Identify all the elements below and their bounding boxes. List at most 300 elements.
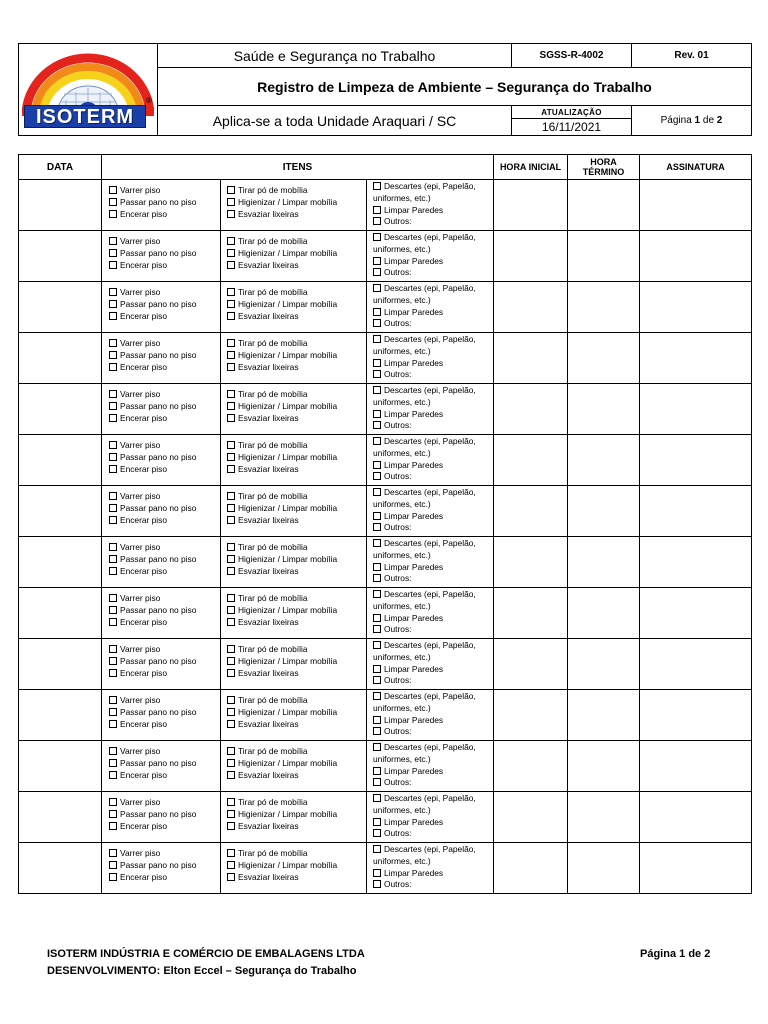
checklist-item-label: Outros:: [384, 675, 412, 686]
checklist-item-label: Limpar Paredes: [384, 255, 444, 266]
table-row: [19, 486, 752, 537]
checkbox[interactable]: [227, 759, 235, 767]
checkbox[interactable]: [227, 312, 235, 320]
checkbox[interactable]: [109, 873, 117, 881]
checkbox[interactable]: [109, 441, 117, 449]
checkbox[interactable]: [109, 555, 117, 563]
table-row: [19, 537, 752, 588]
checkbox[interactable]: [227, 567, 235, 575]
date-cell[interactable]: [19, 231, 102, 282]
signature-cell[interactable]: [640, 384, 752, 435]
checkbox[interactable]: [109, 198, 117, 206]
signature-cell[interactable]: [640, 537, 752, 588]
start-time-cell[interactable]: [494, 333, 568, 384]
checkbox[interactable]: [109, 708, 117, 716]
checkbox[interactable]: [227, 465, 235, 473]
checkbox[interactable]: [109, 186, 117, 194]
checklist-item-label: Limpar Paredes: [384, 408, 444, 419]
checkbox[interactable]: [373, 574, 381, 582]
checklist-item-label: Varrer piso: [120, 746, 161, 756]
checkbox[interactable]: [227, 237, 235, 245]
checklist-group-1: [102, 639, 221, 690]
column-header-signature: ASSINATURA: [640, 155, 752, 180]
checklist-item: [373, 397, 493, 409]
checklist-item: [373, 334, 493, 346]
checkbox[interactable]: [227, 708, 235, 716]
checkbox[interactable]: [109, 465, 117, 473]
checklist-item-label: Encerar piso: [120, 871, 168, 882]
checkbox[interactable]: [227, 402, 235, 410]
checklist-group-3: [367, 741, 494, 792]
checklist-group-1: [102, 741, 221, 792]
checkbox[interactable]: [109, 543, 117, 551]
update-label: ATUALIZAÇÃO: [512, 106, 632, 119]
checklist-item: [109, 695, 220, 707]
start-time-cell[interactable]: [494, 435, 568, 486]
checklist-item: [227, 542, 366, 554]
checklist-item-label: Tirar pó de mobília: [238, 542, 308, 552]
checkbox[interactable]: [227, 441, 235, 449]
checkbox[interactable]: [227, 300, 235, 308]
checklist-item: [227, 440, 366, 452]
checkbox[interactable]: [109, 618, 117, 626]
start-time-cell[interactable]: [494, 384, 568, 435]
checklist-item-label: Esvaziar lixeiras: [238, 769, 299, 780]
checkbox[interactable]: [227, 771, 235, 779]
start-time-cell[interactable]: [494, 537, 568, 588]
checklist-item: [109, 452, 220, 464]
checklist-item-label: Limpar Paredes: [384, 357, 444, 368]
checkbox[interactable]: [373, 233, 381, 241]
checkbox[interactable]: [373, 590, 381, 598]
checkbox[interactable]: [227, 210, 235, 218]
checkbox[interactable]: [227, 198, 235, 206]
checklist-item-label: Outros:: [384, 777, 412, 788]
signature-cell[interactable]: [640, 639, 752, 690]
checkbox[interactable]: [373, 665, 381, 673]
checklist-item: [373, 856, 493, 868]
checklist-item: [109, 872, 220, 884]
checklist-item-label: Tirar pó de mobília: [238, 389, 308, 399]
end-time-cell[interactable]: [568, 843, 640, 894]
checkbox[interactable]: [227, 618, 235, 626]
checkbox[interactable]: [227, 339, 235, 347]
checkbox[interactable]: [373, 523, 381, 531]
checklist-group-2: [221, 333, 367, 384]
date-cell[interactable]: [19, 384, 102, 435]
checklist-item-label: uniformes, etc.): [373, 702, 431, 713]
checkbox[interactable]: [109, 849, 117, 857]
checklist-item: [373, 385, 493, 397]
checklist-item-label: Passar pano no piso: [120, 655, 197, 666]
checkbox[interactable]: [109, 822, 117, 830]
checklist-item: [109, 656, 220, 668]
checkbox[interactable]: [227, 669, 235, 677]
end-time-cell[interactable]: [568, 690, 640, 741]
checklist-group-1: [102, 282, 221, 333]
checkbox[interactable]: [373, 386, 381, 394]
checklist-item: [227, 338, 366, 350]
checklist-item-label: Esvaziar lixeiras: [238, 463, 299, 474]
end-time-cell[interactable]: [568, 741, 640, 792]
checklist-item: [227, 260, 366, 272]
checklist-group-3: [367, 333, 494, 384]
checkbox[interactable]: [109, 645, 117, 653]
start-time-cell[interactable]: [494, 690, 568, 741]
checklist-item-label: Tirar pó de mobília: [238, 440, 308, 450]
checkbox[interactable]: [373, 488, 381, 496]
end-time-cell[interactable]: [568, 537, 640, 588]
checkbox[interactable]: [227, 696, 235, 704]
checkbox[interactable]: [227, 810, 235, 818]
checkbox[interactable]: [373, 257, 381, 265]
checkbox[interactable]: [373, 206, 381, 214]
signature-cell[interactable]: [640, 843, 752, 894]
checklist-item: [109, 260, 220, 272]
checklist-item-label: Descartes (epi, Papelão,: [384, 691, 476, 701]
checkbox[interactable]: [227, 363, 235, 371]
start-time-cell[interactable]: [494, 843, 568, 894]
date-cell[interactable]: [19, 282, 102, 333]
date-cell[interactable]: [19, 180, 102, 231]
checkbox[interactable]: [373, 335, 381, 343]
checkbox[interactable]: [109, 300, 117, 308]
date-cell[interactable]: [19, 741, 102, 792]
date-cell[interactable]: [19, 588, 102, 639]
column-header-date: DATA: [19, 155, 102, 180]
checkbox[interactable]: [227, 873, 235, 881]
end-time-cell[interactable]: [568, 282, 640, 333]
date-cell[interactable]: [19, 333, 102, 384]
checklist-item: [109, 236, 220, 248]
checklist-item: [227, 617, 366, 629]
end-time-cell[interactable]: [568, 384, 640, 435]
checklist-item-label: uniformes, etc.): [373, 753, 431, 764]
checkbox[interactable]: [373, 743, 381, 751]
end-time-cell[interactable]: [568, 792, 640, 843]
checkbox[interactable]: [109, 492, 117, 500]
checklist-item: [109, 848, 220, 860]
checklist-item: [373, 471, 493, 483]
checkbox[interactable]: [109, 594, 117, 602]
checklist-item: [373, 267, 493, 279]
checklist-item: [227, 197, 366, 209]
checklist-item: [109, 860, 220, 872]
end-time-cell[interactable]: [568, 486, 640, 537]
checkbox[interactable]: [109, 567, 117, 575]
signature-cell[interactable]: [640, 588, 752, 639]
checkbox[interactable]: [109, 810, 117, 818]
checklist-item: [109, 746, 220, 758]
checkbox[interactable]: [109, 759, 117, 767]
checkbox[interactable]: [373, 512, 381, 520]
log-rows: [19, 180, 752, 894]
checklist-group-2: [221, 690, 367, 741]
start-time-cell[interactable]: [494, 792, 568, 843]
checklist-item-label: Tirar pó de mobília: [238, 593, 308, 603]
checkbox[interactable]: [373, 461, 381, 469]
checkbox[interactable]: [227, 492, 235, 500]
date-cell[interactable]: [19, 690, 102, 741]
checklist-item: [373, 487, 493, 499]
signature-cell[interactable]: [640, 180, 752, 231]
checklist-item: [227, 248, 366, 260]
checkbox[interactable]: [373, 217, 381, 225]
checklist-item: [227, 362, 366, 374]
checkbox[interactable]: [227, 645, 235, 653]
date-cell[interactable]: [19, 639, 102, 690]
checkbox[interactable]: [109, 771, 117, 779]
checkbox[interactable]: [373, 319, 381, 327]
checkbox[interactable]: [227, 390, 235, 398]
checklist-item-label: Limpar Paredes: [384, 663, 444, 674]
start-time-cell[interactable]: [494, 639, 568, 690]
checkbox[interactable]: [373, 472, 381, 480]
signature-cell[interactable]: [640, 690, 752, 741]
checkbox[interactable]: [109, 516, 117, 524]
checklist-item-label: Encerar piso: [120, 667, 168, 678]
date-cell[interactable]: [19, 435, 102, 486]
checklist-item-label: Higienizar / Limpar mobília: [238, 349, 338, 360]
checkbox[interactable]: [109, 747, 117, 755]
checkbox[interactable]: [109, 504, 117, 512]
checkbox[interactable]: [227, 543, 235, 551]
checklist-item: [373, 793, 493, 805]
checkbox[interactable]: [109, 363, 117, 371]
checkbox[interactable]: [227, 453, 235, 461]
checklist-item: [373, 766, 493, 778]
checkbox[interactable]: [373, 614, 381, 622]
checklist-item-label: Tirar pó de mobília: [238, 797, 308, 807]
applies-to-main: Aplica-se a toda Unidade Araquari /: [212, 112, 433, 129]
checklist-item: [227, 746, 366, 758]
checkbox[interactable]: [227, 516, 235, 524]
checklist-item-label: Descartes (epi, Papelão,: [384, 538, 476, 548]
cleaning-log-table: [18, 154, 752, 894]
checklist-item: [373, 436, 493, 448]
checklist-item-label: Higienizar / Limpar mobília: [238, 604, 338, 615]
checkbox[interactable]: [373, 778, 381, 786]
checkbox[interactable]: [109, 249, 117, 257]
checkbox[interactable]: [227, 249, 235, 257]
checklist-item: [109, 668, 220, 680]
document-header: [18, 43, 752, 136]
checkbox[interactable]: [227, 288, 235, 296]
checkbox[interactable]: [109, 720, 117, 728]
checkbox[interactable]: [109, 351, 117, 359]
checklist-item-label: Tirar pó de mobília: [238, 338, 308, 348]
end-time-cell[interactable]: [568, 231, 640, 282]
checklist-group-2: [221, 435, 367, 486]
checkbox[interactable]: [373, 845, 381, 853]
signature-cell[interactable]: [640, 333, 752, 384]
checkbox[interactable]: [227, 261, 235, 269]
checkbox[interactable]: [109, 237, 117, 245]
checkbox[interactable]: [227, 414, 235, 422]
checkbox[interactable]: [373, 437, 381, 445]
checkbox[interactable]: [373, 370, 381, 378]
checkbox[interactable]: [109, 402, 117, 410]
end-time-cell[interactable]: [568, 333, 640, 384]
checklist-item-label: Encerar piso: [120, 361, 168, 372]
checkbox[interactable]: [373, 563, 381, 571]
date-cell[interactable]: [19, 537, 102, 588]
checklist-group-1: [102, 180, 221, 231]
date-cell[interactable]: [19, 792, 102, 843]
checklist-item-label: Encerar piso: [120, 769, 168, 780]
checklist-item-label: Encerar piso: [120, 208, 168, 219]
checklist-item: [373, 664, 493, 676]
checkbox[interactable]: [373, 727, 381, 735]
checkbox[interactable]: [373, 716, 381, 724]
date-cell[interactable]: [19, 843, 102, 894]
signature-cell[interactable]: [640, 435, 752, 486]
checklist-group-1: [102, 843, 221, 894]
checklist-item-label: Outros:: [384, 879, 412, 890]
checkbox[interactable]: [373, 410, 381, 418]
checklist-item-label: Limpar Paredes: [384, 714, 444, 725]
checklist-item: [373, 691, 493, 703]
checklist-item: [373, 244, 493, 256]
checkbox[interactable]: [373, 625, 381, 633]
checkbox[interactable]: [109, 339, 117, 347]
checkbox[interactable]: [227, 351, 235, 359]
checklist-item-label: Descartes (epi, Papelão,: [384, 742, 476, 752]
checkbox[interactable]: [227, 606, 235, 614]
checklist-item: [109, 197, 220, 209]
checklist-item: [227, 821, 366, 833]
end-time-cell[interactable]: [568, 180, 640, 231]
end-time-cell[interactable]: [568, 588, 640, 639]
signature-cell[interactable]: [640, 486, 752, 537]
table-row: [19, 435, 752, 486]
checkbox[interactable]: [373, 869, 381, 877]
checklist-item-label: Varrer piso: [120, 542, 161, 552]
checkbox[interactable]: [109, 312, 117, 320]
checklist-item-label: Esvaziar lixeiras: [238, 871, 299, 882]
checkbox[interactable]: [109, 288, 117, 296]
checklist-item: [373, 652, 493, 664]
checkbox[interactable]: [109, 861, 117, 869]
checklist-item: [373, 817, 493, 829]
checklist-item-label: Esvaziar lixeiras: [238, 667, 299, 678]
signature-cell[interactable]: [640, 792, 752, 843]
checkbox[interactable]: [227, 822, 235, 830]
checkbox[interactable]: [373, 794, 381, 802]
checkbox[interactable]: [109, 261, 117, 269]
checklist-item-label: Higienizar / Limpar mobília: [238, 655, 338, 666]
checklist-item: [373, 624, 493, 636]
checklist-item-label: Outros:: [384, 522, 412, 533]
checklist-item: [227, 299, 366, 311]
checklist-item: [373, 879, 493, 891]
checkbox[interactable]: [109, 657, 117, 665]
checkbox[interactable]: [227, 504, 235, 512]
checklist-item-label: uniformes, etc.): [373, 294, 431, 305]
checklist-item: [227, 503, 366, 515]
checkbox[interactable]: [373, 818, 381, 826]
logo-cell: [19, 44, 158, 136]
checkbox[interactable]: [109, 606, 117, 614]
checkbox[interactable]: [109, 210, 117, 218]
checkbox[interactable]: [373, 829, 381, 837]
end-time-cell[interactable]: [568, 639, 640, 690]
checkbox[interactable]: [227, 555, 235, 563]
checkbox[interactable]: [227, 657, 235, 665]
checkbox[interactable]: [373, 421, 381, 429]
checkbox[interactable]: [373, 767, 381, 775]
signature-cell[interactable]: [640, 282, 752, 333]
checkbox[interactable]: [373, 539, 381, 547]
checkbox[interactable]: [227, 861, 235, 869]
checkbox[interactable]: [109, 669, 117, 677]
checkbox[interactable]: [227, 798, 235, 806]
checklist-group-1: [102, 435, 221, 486]
checkbox[interactable]: [109, 453, 117, 461]
checklist-item: [109, 464, 220, 476]
checklist-item-label: Esvaziar lixeiras: [238, 616, 299, 627]
start-time-cell[interactable]: [494, 741, 568, 792]
checklist-item: [227, 413, 366, 425]
checkbox[interactable]: [373, 268, 381, 276]
end-time-cell[interactable]: [568, 435, 640, 486]
checkbox[interactable]: [373, 308, 381, 316]
checklist-group-3: [367, 180, 494, 231]
checklist-item-label: Tirar pó de mobília: [238, 848, 308, 858]
checkbox[interactable]: [227, 747, 235, 755]
checkbox[interactable]: [109, 390, 117, 398]
checkbox[interactable]: [373, 880, 381, 888]
checkbox[interactable]: [373, 641, 381, 649]
checklist-item: [109, 566, 220, 578]
checklist-item-label: Encerar piso: [120, 514, 168, 525]
start-time-cell[interactable]: [494, 282, 568, 333]
checklist-item-label: Esvaziar lixeiras: [238, 718, 299, 729]
checkbox[interactable]: [109, 414, 117, 422]
checkbox[interactable]: [227, 186, 235, 194]
checkbox[interactable]: [373, 676, 381, 684]
checklist-item-label: Passar pano no piso: [120, 757, 197, 768]
applies-to: [158, 106, 512, 136]
checklist-item-label: Limpar Paredes: [384, 510, 444, 521]
checkbox[interactable]: [109, 696, 117, 704]
column-header-start-time: HORA INICIAL: [494, 155, 568, 180]
checkbox[interactable]: [373, 182, 381, 190]
start-time-cell[interactable]: [494, 486, 568, 537]
date-cell[interactable]: [19, 486, 102, 537]
checklist-item: [109, 719, 220, 731]
start-time-cell[interactable]: [494, 231, 568, 282]
checklist-item-label: Descartes (epi, Papelão,: [384, 181, 476, 191]
signature-cell[interactable]: [640, 231, 752, 282]
checklist-item: [373, 844, 493, 856]
checkbox[interactable]: [227, 720, 235, 728]
update-date: 16/11/2021: [512, 119, 632, 136]
start-time-cell[interactable]: [494, 180, 568, 231]
checkbox[interactable]: [373, 692, 381, 700]
checklist-item: [227, 464, 366, 476]
checklist-item-label: Descartes (epi, Papelão,: [384, 232, 476, 242]
checklist-item: [227, 656, 366, 668]
column-header-items: ITENS: [102, 155, 494, 180]
checkbox[interactable]: [227, 594, 235, 602]
checkbox[interactable]: [373, 359, 381, 367]
checkbox[interactable]: [373, 284, 381, 292]
signature-cell[interactable]: [640, 741, 752, 792]
start-time-cell[interactable]: [494, 588, 568, 639]
checkbox[interactable]: [227, 849, 235, 857]
checkbox[interactable]: [109, 798, 117, 806]
